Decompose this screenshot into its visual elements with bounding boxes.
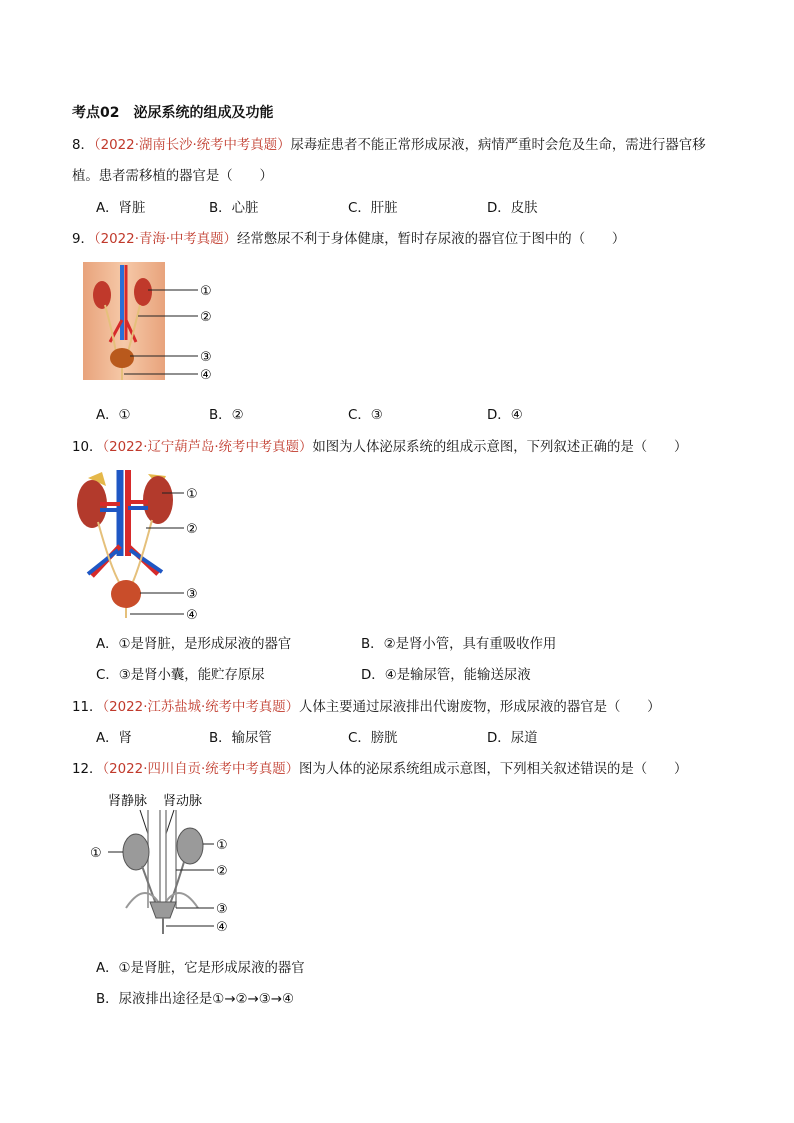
q12-urinary-figure [86,788,236,940]
question-number: 9． [72,232,94,247]
renal-vein-label: 肾静脉 [108,794,148,809]
q10-urinary-figure [70,466,210,622]
q9-label-4: ④ [200,368,212,383]
q10-label-3: ③ [186,587,198,602]
question-11-line-1 [72,696,661,715]
q12-option-b[interactable]: B．尿液排出途径是①→②→③→④ [96,992,294,1007]
q9-option-d[interactable]: D．④ [487,408,523,423]
question-source: （2022·辽宁葫芦岛·统考中考真题） [102,440,313,455]
q10-label-2: ② [186,522,198,537]
bladder [150,902,176,918]
q11-option-c[interactable]: C．膀胱 [348,731,398,746]
q12-label-2: ② [216,864,228,879]
q9-label-1: ① [200,284,212,299]
question-9-line-1 [72,228,625,247]
kidney-right [134,278,152,306]
q11-option-a[interactable]: A．肾 [96,731,132,746]
q9-label-3: ③ [200,350,212,365]
question-source: （2022·江苏盐城·统考中考真题） [102,700,300,715]
q12-option-a[interactable]: A．①是肾脏，它是形成尿液的器官 [96,961,305,976]
q10-label-1: ① [186,487,198,502]
q12-label-1-left: ① [90,846,102,861]
q10-label-4: ④ [186,608,198,622]
question-source: （2022·青海·中考真题） [93,232,237,247]
section-title: 考点02 泌尿系统的组成及功能 [72,105,274,121]
question-number: 10． [72,440,103,455]
q12-label-1-right: ① [216,838,228,853]
kidney-left [123,834,149,870]
q9-urinary-figure [80,260,240,384]
q10-option-c[interactable]: C．③是肾小囊，能贮存原尿 [96,668,265,683]
q9-label-2: ② [200,310,212,325]
bladder [111,580,141,608]
bladder [110,348,134,368]
q8-option-c[interactable]: C．肝脏 [348,201,398,216]
q11-option-b[interactable]: B．输尿管 [209,731,272,746]
q10-option-a[interactable]: A．①是肾脏，是形成尿液的器官 [96,637,292,652]
question-12-line-1 [72,758,687,777]
kidney-left [93,281,111,309]
question-8-line-1 [72,134,706,153]
question-stem: 图为人体的泌尿系统组成示意图，下列相关叙述错误的是（ ） [299,762,688,777]
kidney-right [177,828,203,864]
q12-label-4: ④ [216,920,228,935]
question-stem: 经常憋尿不利于身体健康，暂时存尿液的器官位于图中的（ ） [236,232,626,247]
question-number: 8． [72,138,94,153]
q10-option-d[interactable]: D．④是输尿管，能输送尿液 [361,668,531,683]
question-number: 12． [72,762,103,777]
question-8-line-2: 植。患者需移植的器官是（ ） [72,169,273,184]
q8-option-a[interactable]: A．肾脏 [96,201,146,216]
question-10-line-1 [72,436,687,455]
question-stem: 尿毒症患者不能正常形成尿液，病情严重时会危及生命，需进行器官移 [290,138,706,153]
question-source: （2022·湖南长沙·统考中考真题） [93,138,291,153]
renal-artery-label: 肾动脉 [163,794,203,809]
q9-option-a[interactable]: A．① [96,408,131,423]
q8-option-d[interactable]: D．皮肤 [487,201,538,216]
question-number: 11． [72,700,103,715]
q9-option-b[interactable]: B．② [209,408,244,423]
q10-option-b[interactable]: B．②是肾小管，具有重吸收作用 [361,637,557,652]
q8-option-b[interactable]: B．心脏 [209,201,259,216]
question-source: （2022·四川自贡·统考中考真题） [102,762,300,777]
q12-label-3: ③ [216,902,228,917]
q11-option-d[interactable]: D．尿道 [487,731,538,746]
q9-option-c[interactable]: C．③ [348,408,383,423]
question-stem: 如图为人体泌尿系统的组成示意图，下列叙述正确的是（ ） [312,440,688,455]
question-stem: 人体主要通过尿液排出代谢废物，形成尿液的器官是（ ） [299,700,661,715]
